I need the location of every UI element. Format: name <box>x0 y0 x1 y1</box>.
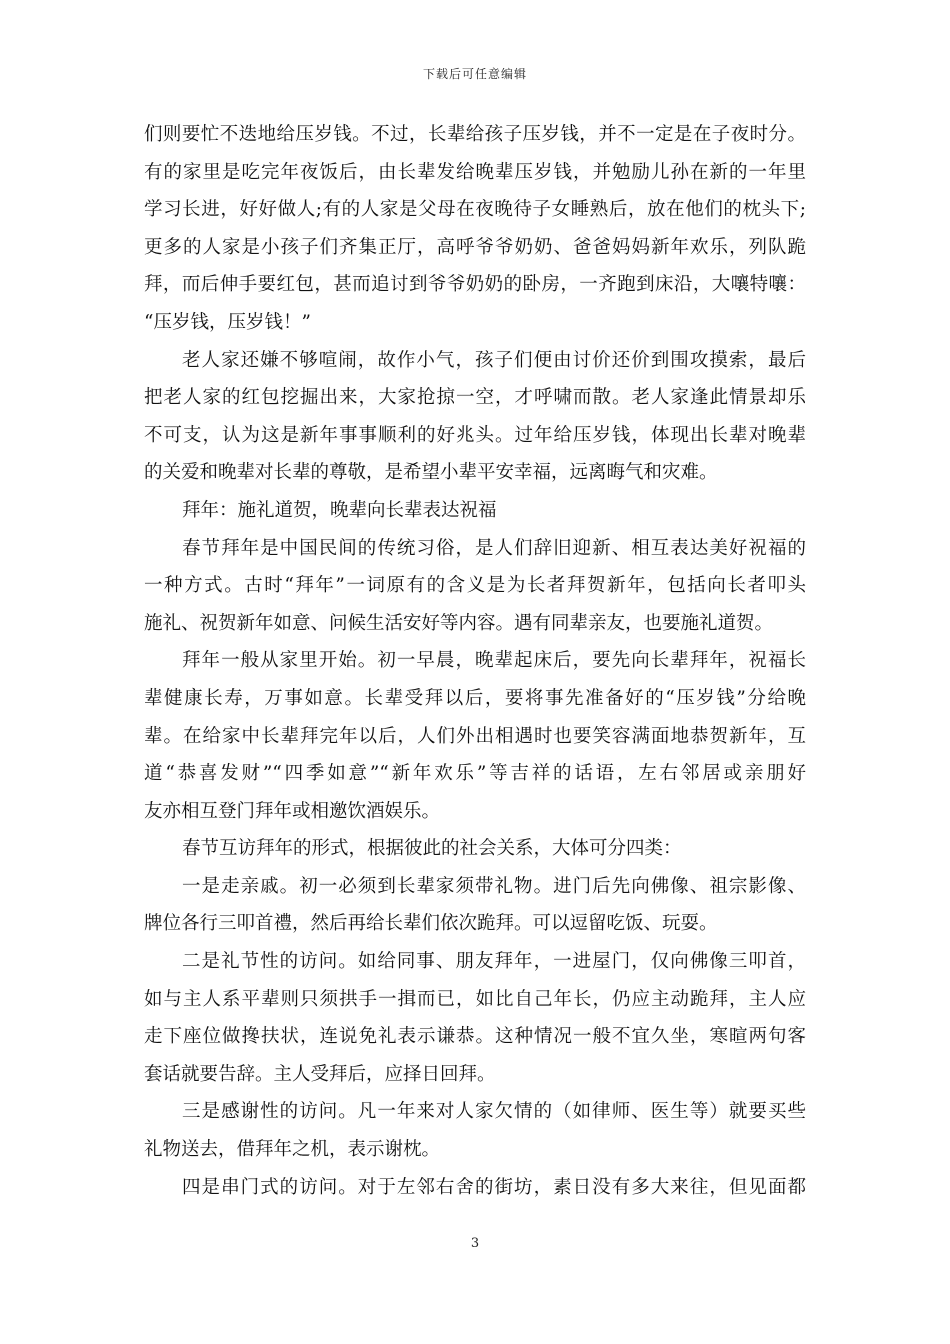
text-line: 套话就要告辞。主人受拜后，应择日回拜。 <box>144 1063 496 1085</box>
text-line: 走下座位做搀扶状，连说免礼表示谦恭。这种情况一般不宜久坐，寒暄两句客 <box>144 1026 806 1048</box>
paragraph-first-line: 四是串门式的访问。对于左邻右舍的街坊，素日没有多大来往，但见面都 <box>182 1176 806 1198</box>
text-line: 学习长进，好好做人;有的人家是父母在夜晚待子女睡熟后，放在他们的枕头下; <box>144 199 806 221</box>
text-line: “压岁钱，压岁钱！” <box>144 311 311 333</box>
text-line: 把老人家的红包挖掘出来，大家抢掠一空，才呼啸而散。老人家逢此情景却乐 <box>144 387 806 409</box>
section-heading: 拜年：施礼道贺，晚辈向长辈表达祝福 <box>182 499 497 521</box>
text-line: 如与主人系平辈则只须拱手一揖而已，如比自己年长，仍应主动跪拜，主人应 <box>144 988 806 1010</box>
text-line: 礼物送去，借拜年之机，表示谢枕。 <box>144 1139 441 1161</box>
text-line: 牌位各行三叩首禮，然后再给长辈们依次跪拜。可以逗留吃饭、玩耍。 <box>144 913 718 935</box>
text-line: 的关爱和晚辈对长辈的尊敬，是希望小辈平安幸福，远离晦气和灾难。 <box>144 462 718 484</box>
page-header: 下载后可任意编辑 <box>422 67 527 81</box>
paragraph-first-line: 春节拜年是中国民间的传统习俗，是人们辞旧迎新、相互表达美好祝福的 <box>182 537 806 559</box>
text-line: 不可支，认为这是新年事事顺利的好兆头。过年给压岁钱，体现出长辈对晚辈 <box>144 424 806 446</box>
text-line: 一种方式。古时“拜年”一词原有的含义是为长者拜贺新年，包括向长者叩头 <box>144 575 806 597</box>
text-line: 辈。在给家中长辈拜完年以后，人们外出相遇时也要笑容满面地恭贺新年，互 <box>144 725 806 747</box>
page-number: 3 <box>470 1236 480 1251</box>
text-line: 更多的人家是小孩子们齐集正厅，高呼爷爷奶奶、爸爸妈妈新年欢乐，列队跪 <box>144 236 806 258</box>
text-line: 友亦相互登门拜年或相邀饮酒娱乐。 <box>144 800 441 822</box>
text-line: 有的家里是吃完年夜饭后，由长辈发给晚辈压岁钱，并勉励儿孙在新的一年里 <box>144 161 806 183</box>
paragraph-first-line: 一是走亲戚。初一必须到长辈家须带礼物。进门后先向佛像、祖宗影像、 <box>182 875 806 897</box>
text-line: 拜，而后伸手要红包，甚而追讨到爷爷奶奶的卧房，一齐跑到床沿，大嚷特嚷： <box>144 274 806 296</box>
paragraph-first-line: 春节互访拜年的形式，根据彼此的社会关系，大体可分四类： <box>182 838 682 860</box>
paragraph-first-line: 拜年一般从家里开始。初一早晨，晚辈起床后，要先向长辈拜年，祝福长 <box>182 650 806 672</box>
text-line: 道“恭喜发财”“四季如意”“新年欢乐”等吉祥的话语，左右邻居或亲朋好 <box>144 763 806 785</box>
paragraph-first-line: 二是礼节性的访问。如给同事、朋友拜年，一进屋门，仅向佛像三叩首， <box>182 951 806 973</box>
text-line: 施礼、祝贺新年如意、问候生活安好等内容。遇有同辈亲友，也要施礼道贺。 <box>144 612 774 634</box>
document-body <box>144 116 806 1206</box>
text-line: 们则要忙不迭地给压岁钱。不过，长辈给孩子压岁钱，并不一定是在子夜时分。 <box>144 124 806 145</box>
paragraph-first-line: 三是感谢性的访问。凡一年来对人家欠情的（如律师、医生等）就要买些 <box>182 1101 806 1123</box>
text-line: 辈健康长寿，万事如意。长辈受拜以后，要将事先准备好的“压岁钱”分给晚 <box>144 687 806 709</box>
paragraph-first-line: 老人家还嫌不够喧闹，故作小气，孩子们便由讨价还价到围攻摸索，最后 <box>182 349 806 371</box>
